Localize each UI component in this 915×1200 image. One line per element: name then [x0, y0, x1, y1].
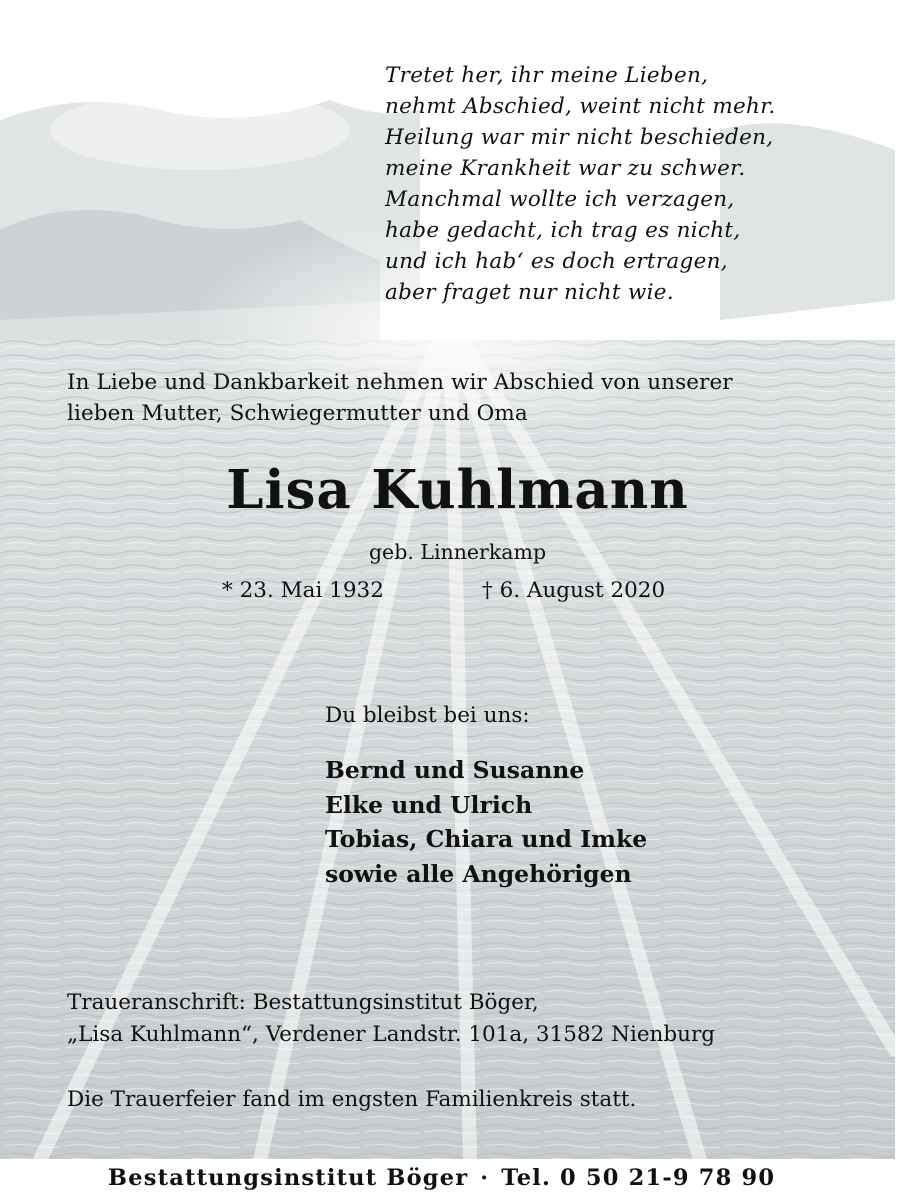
mourners-intro: Du bleibst bei uns:	[325, 703, 530, 728]
mourners-list	[325, 753, 647, 891]
poem-line: nehmt Abschied, weint nicht mehr.	[385, 94, 776, 119]
funeral-home-footer	[92, 1161, 822, 1200]
poem	[385, 60, 776, 308]
address-line: Traueranschrift: Bestattungsinstitut Böger,	[67, 990, 539, 1015]
mourning-address	[67, 987, 715, 1051]
mourner-line: sowie alle Angehörigen	[325, 859, 632, 888]
address-line: „Lisa Kuhlmann“, Verdener Landstr. 101a, 31582 Nienburg	[67, 1022, 716, 1047]
death-date: † 6. August 2020	[482, 578, 666, 603]
ceremony-note: Die Trauerfeier fand im engsten Familienkreis statt.	[67, 1087, 637, 1112]
funeral-home-phone: Tel. 0 50 21-9 78 90	[501, 1165, 776, 1191]
birth-name: geb. Linnerkamp	[368, 540, 547, 564]
footer-text	[108, 1165, 775, 1191]
poem-line: Manchmal wollte ich verzagen,	[385, 187, 735, 212]
poem-line: und ich hab‘ es doch ertragen,	[385, 249, 728, 274]
birth-date: * 23. Mai 1932	[222, 578, 384, 603]
deceased-name: Lisa Kuhlmann	[226, 459, 689, 521]
separator-dot: ·	[480, 1165, 490, 1191]
intro-line: In Liebe und Dankbarkeit nehmen wir Abschied von unserer	[67, 370, 733, 395]
funeral-home-name: Bestattungsinstitut Böger	[108, 1165, 469, 1191]
poem-line: meine Krankheit war zu schwer.	[385, 156, 746, 181]
poem-line: Heilung war mir nicht beschieden,	[385, 125, 774, 150]
mourner-line: Elke und Ulrich	[325, 790, 533, 819]
intro-text	[67, 367, 733, 429]
intro-line: lieben Mutter, Schwiegermutter und Oma	[67, 401, 528, 426]
poem-line: aber fraget nur nicht wie.	[385, 280, 674, 305]
poem-line: habe gedacht, ich trag es nicht,	[385, 218, 741, 243]
mourner-line: Tobias, Chiara und Imke	[325, 825, 648, 853]
poem-line: Tretet her, ihr meine Lieben,	[385, 63, 709, 88]
mourner-line: Bernd und Susanne	[325, 756, 585, 784]
